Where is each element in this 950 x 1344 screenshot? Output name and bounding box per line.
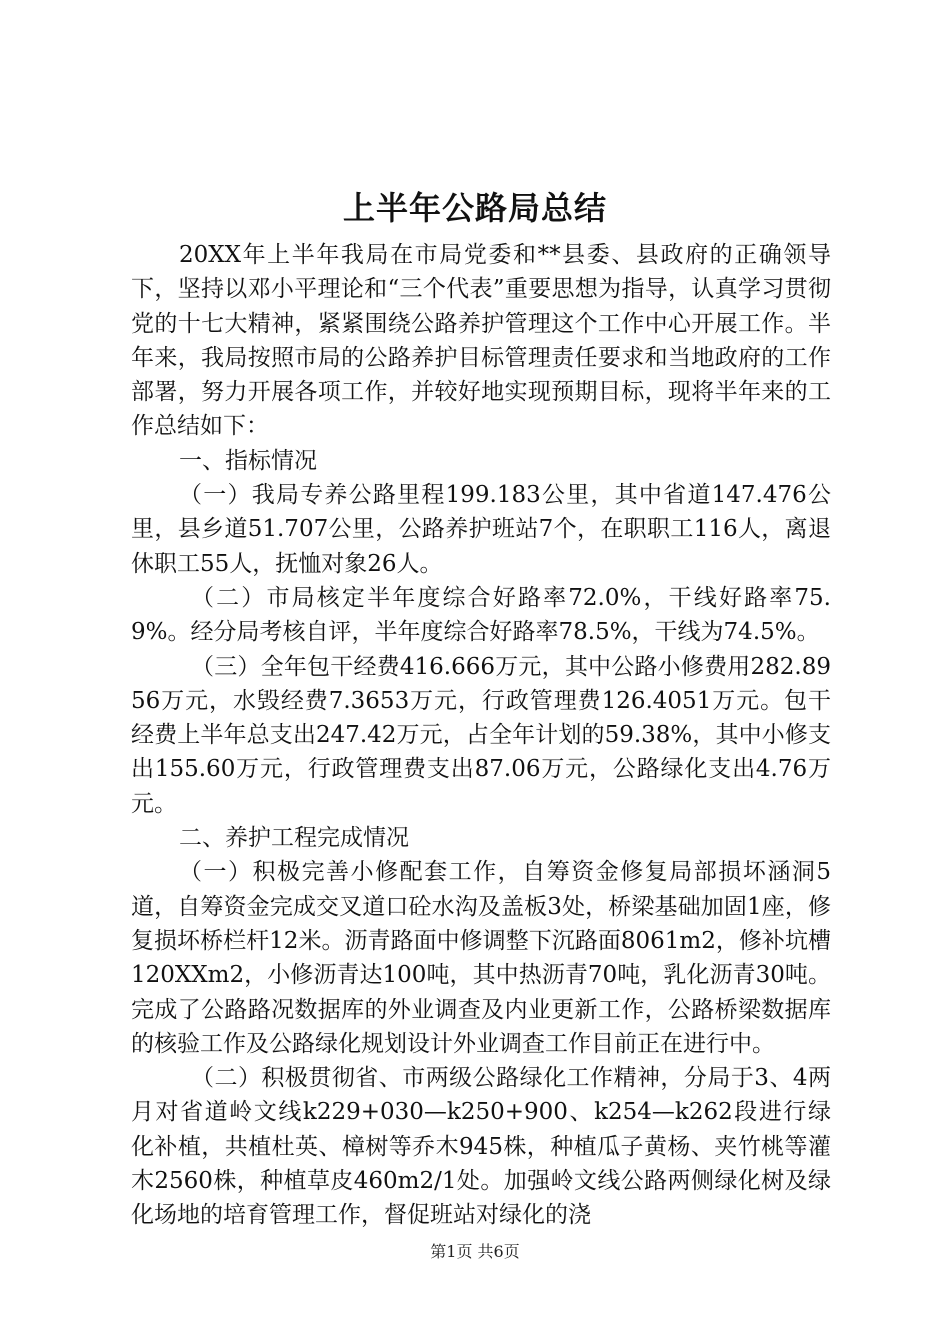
paragraph-funding: （三）全年包干经费416.666万元，其中公路小修费用282.8956万元，水毁经费7.3653万元，行政管理费126.4051万元。包干经费上半年总支出247.42万元，占全年计划的59.38%，其中小修支出155.60万元，行政管理费支出87.06万元，公路绿化支出4.76万元。 xyxy=(131,653,831,817)
document-body xyxy=(131,238,831,1233)
paragraph-greening: （二）积极贯彻省、市两级公路绿化工作精神，分局于3、4两月对省道岭文线k229+030—k250+900、k254—k262段进行绿化补植，共植杜英、樟树等乔木945株，种植瓜子黄杨、夹竹桃等灌木2560株，种植草皮460m2/1处。加强岭文线公路两侧绿化树及绿化场地的培育管理工作，督促班站对绿化的浇 xyxy=(131,1065,831,1229)
section-heading-indicators: 一、指标情况 xyxy=(179,447,317,474)
paragraph-mileage: （一）我局专养公路里程199.183公里，其中省道147.476公里，县乡道51.707公里，公路养护班站7个，在职职工116人，离退休职工55人，抚恤对象26人。 xyxy=(131,482,831,577)
paragraph-road-rate: （二）市局核定半年度综合好路率72.0%，干线好路率75.9%。经分局考核自评，半年度综合好路率78.5%，干线为74.5%。 xyxy=(131,584,831,646)
paragraph-minor-repairs: （一）积极完善小修配套工作，自筹资金修复局部损坏涵洞5道，自筹资金完成交叉道口砼水沟及盖板3处，桥梁基础加固1座，修复损坏桥栏杆12米。沥青路面中修调整下沉路面8061m2，修补坑槽120XXm2，小修沥青达100吨，其中热沥青70吨，乳化沥青30吨。完成了公路路况数据库的外业调查及内业更新工作，公路桥梁数据库的核验工作及公路绿化规划设计外业调查工作目前正在进行中。 xyxy=(131,859,831,1057)
document-title: 上半年公路局总结 xyxy=(342,189,607,227)
intro-paragraph: 20XX年上半年我局在市局党委和**县委、县政府的正确领导下，坚持以邓小平理论和“三个代表”重要思想为指导，认真学习贯彻党的十七大精神，紧紧围绕公路养护管理这个工作中心开展工作。半年来，我局按照市局的公路养护目标管理责任要求和当地政府的工作部署，努力开展各项工作，并较好地实现预期目标，现将半年来的工作总结如下： xyxy=(131,242,831,440)
page-number-footer: 第1页 共6页 xyxy=(430,1242,520,1261)
section-heading-maintenance: 二、养护工程完成情况 xyxy=(179,825,409,852)
